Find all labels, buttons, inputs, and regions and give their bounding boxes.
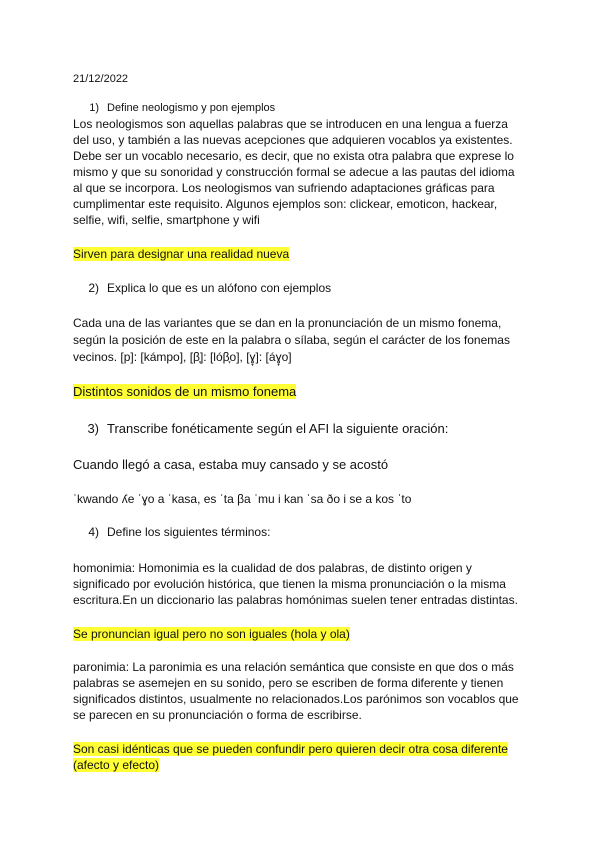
question-1-number: 1) [89,102,99,114]
highlight-1-text: Sirven para designar una realidad nueva [73,247,290,261]
highlight-3-text: Se pronuncian igual pero no son iguales (hola y ola) [73,627,350,641]
question-1-text: Define neologismo y pon ejemplos [107,102,276,114]
highlight-4 [73,741,525,773]
phonetic-transcription: ˈkwando ʎe ˈɣo a ˈkasa, es ˈta βa ˈmu i kan ˈsa ðo i se a kos ˈto [73,492,412,506]
question-2 [73,281,331,295]
highlight-4-text: Son casi idénticas que se pueden confundir pero quieren decir otra cosa diferente (afecto y efecto) [73,742,508,772]
date: 21/12/2022 [73,73,129,85]
question-3 [73,420,448,437]
highlight-2 [73,383,296,400]
sentence: Cuando llegó a casa, estaba muy cansado y se acostó [73,457,389,472]
question-2-text: Explica lo que es un alófono con ejemplos [107,281,332,295]
question-4 [73,525,270,539]
question-2-number: 2) [88,281,99,295]
highlight-3 [73,626,350,642]
question-3-number: 3) [87,421,99,436]
highlight-1 [73,246,289,262]
question-4-text: Define los siguientes términos: [107,525,271,539]
question-1 [73,101,275,115]
question-4-number: 4) [88,525,99,539]
answer-paronimia: paronimia: La paronimia es una relación semántica que consiste en que dos o más palabras se asemejen en su sonido, pero se escriben de forma diferente y tienen significados distintos, usualmente no relacionados.Los parónimos son vocablos que se parecen en su pronunciación o forma de escribirse. [73,660,519,722]
answer-alofono: Cada una de las variantes que se dan en la pronunciación de un mismo fonema, según la posición de este en la palabra o sílaba, según el carácter de los fonemas vecinos. [p]: [kámpo], [β̞]: [lóβ̞o], [ɣ̞]: [áɣ̞o] [73,316,510,364]
question-3-text: Transcribe fonéticamente según el AFI la siguiente oración: [107,421,449,436]
answer-neologismo: Los neologismos son aquellas palabras que se introducen en una lengua a fuerza del uso, y también a las nuevas acepciones que adquieren vocablos ya existentes. Debe ser un vocablo necesario, es decir, que no exista otra palabra que exprese lo mismo y que su sonoridad y construcción formal se adecue a las pautas del idioma al que se incorpora. Los neologismos van sufriendo adaptaciones gráficas para cumplimentar este requisito. Algunos ejemplos son: clickear, emoticon, hackear, selfie, wifi, selfie, smartphone y wifi [73,117,515,227]
highlight-2-text: Distintos sonidos de un mismo fonema [73,384,297,399]
answer-homonimia: homonimia: Homonimia es la cualidad de dos palabras, de distinto origen y significado por evolución histórica, que tienen la misma pronunciación o la misma escritura.En un diccionario las palabras homónimas suelen tener entradas distintas. [73,561,518,607]
